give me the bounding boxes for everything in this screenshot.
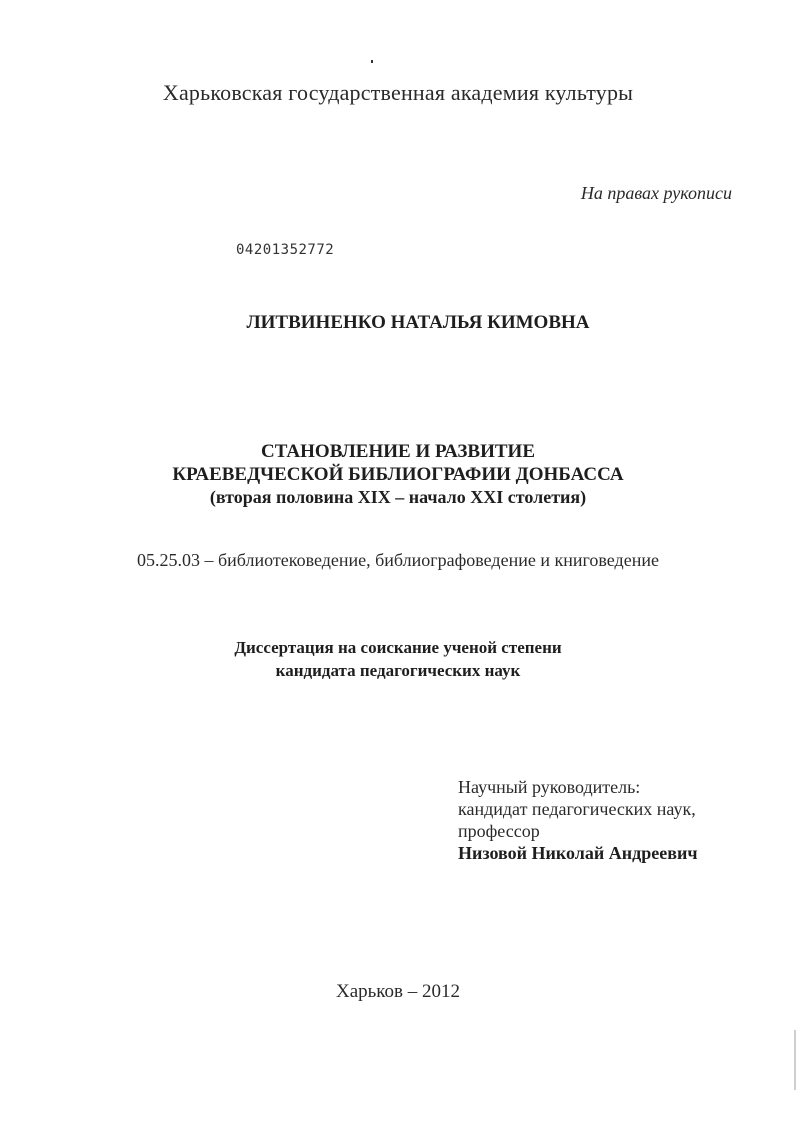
supervisor-degree: кандидат педагогических наук, — [458, 799, 696, 819]
institution-name: Харьковская государственная академия культуры — [162, 80, 634, 105]
degree-statement — [0, 636, 796, 682]
degree-line-2: кандидата педагогических наук — [275, 661, 521, 680]
supervisor-name: Низовой Николай Андреевич — [458, 843, 698, 863]
supervisor-rank: профессор — [458, 821, 540, 841]
specialty-code: 05.25.03 – библиотековедение, библиографоведение и книговедение — [137, 550, 659, 570]
supervisor-label: Научный руководитель: — [458, 777, 641, 797]
supervisor-block — [458, 776, 697, 864]
degree-line-1: Диссертация на соискание ученой степени — [234, 638, 562, 657]
scan-speck — [371, 60, 373, 63]
rights-note: На правах рукописи — [580, 183, 732, 203]
title-period: (вторая половина XIX – начало XXI столетия) — [209, 487, 587, 507]
city-year: Харьков – 2012 — [335, 981, 461, 1002]
author-name: ЛИТВИНЕНКО НАТАЛЬЯ КИМОВНА — [246, 312, 590, 333]
inventory-number: 04201352772 — [236, 242, 335, 258]
title-line-1: СТАНОВЛЕНИЕ И РАЗВИТИЕ — [260, 441, 536, 462]
dissertation-title — [0, 440, 796, 509]
title-line-2: КРАЕВЕДЧЕСКОЙ БИБЛИОГРАФИИ ДОНБАССА — [172, 464, 624, 485]
